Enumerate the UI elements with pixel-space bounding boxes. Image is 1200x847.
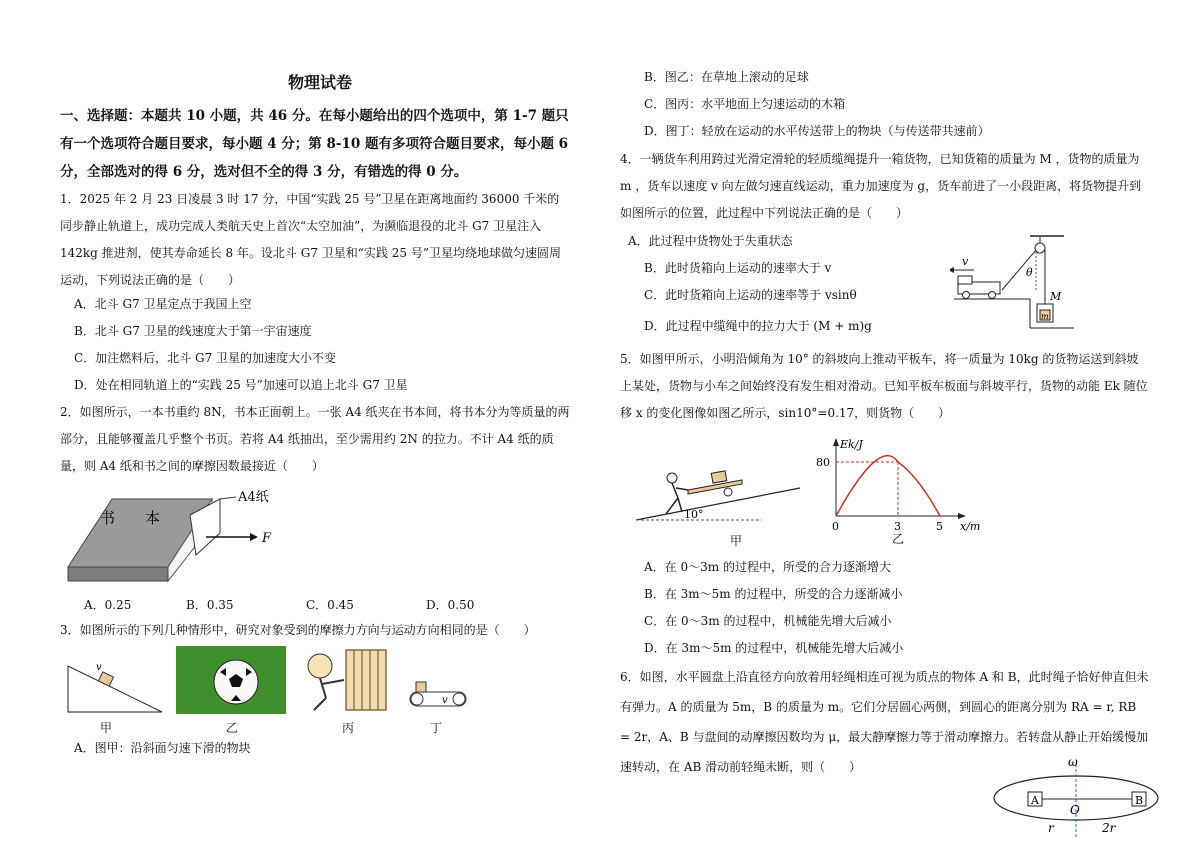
velocity-label: v [96,662,102,673]
q3-fig-conveyor [400,676,480,716]
velocity-label: v [442,695,448,706]
q3-option-a: A．图甲：沿斜面匀速下滑的物块 [74,741,251,755]
M-label: M [1050,290,1062,303]
block-icon [416,682,426,692]
q4-option-c: C．此时货箱向上运动的速率等于 vsinθ [644,288,857,302]
q3-option-d: D．图丁：轻放在运动的水平传送带上的物块（与传送带共速前） [644,124,990,138]
q6-turntable-figure [990,752,1160,842]
x-axis-label: x/m [960,520,980,533]
theta-label: θ [1026,266,1033,279]
x-tick-0: 0 [832,520,839,533]
section-1-instructions: 一、选择题：本题共 10 小题，共 46 分。在每小题给出的四个选项中，第 1-7 题只有一个选项符合题目要求，每小题 4 分；第 8-10 题有多项符合题目要求，每小题 6 分，全部选对的得 6 分，选对但不全的得 3 分，有错选的得 0 分。 [60,108,569,180]
q5-option-d: D．在 3m～5m 的过程中，机械能先增大后减小 [644,641,904,655]
x-tick-3: 3 [894,520,901,533]
q3-caption-3: 丙 [342,721,355,735]
q2-stem: 2．如图所示，一本书重约 8N，书本正面朝上。一张 A4 纸夹在书本间，将书本分为等质量的两部分，且能够覆盖几乎整个书页。若将 A4 纸抽出，至少需用约 2N 的拉力。不计 A4 纸的质量，则 A4 纸和书之间的摩擦因数最接近（ ） [60,405,570,473]
q1-option-d: D．处在相同轨道上的“实践 25 号”加速可以追上北斗 G7 卫星 [74,378,408,392]
y-axis-label: Ek/J [840,438,863,451]
omega-label: ω [1068,755,1078,769]
m-label: m [1041,312,1049,321]
person-icon [308,654,332,678]
q3-fig-incline [66,646,166,716]
q1-option-a: A．北斗 G7 卫星定点于我国上空 [74,297,252,311]
slope-line [636,488,800,520]
q3-option-c: C．图丙：水平地面上匀速运动的木箱 [644,97,846,111]
q2-book-figure [64,485,294,590]
q4-option-a: A．此过程中货物处于失重状态 [628,234,793,248]
q2-option-c: C．0.45 [306,598,354,612]
q5-ek-graph [810,436,980,536]
q3-caption-2: 乙 [226,721,239,735]
q4-pulley-figure [950,232,1080,332]
center-label: O [1070,803,1080,817]
q5-option-c: C．在 0～3m 的过程中，机械能先增大后减小 [644,614,892,628]
q3-stem: 3．如图所示的下列几种情形中，研究对象受到的摩擦力方向与运动方向相同的是（ ） [60,623,536,637]
ek-curve [836,456,940,516]
a4-label: A4纸 [238,490,269,505]
q5-option-b: B．在 3m～5m 的过程中，所受的合力逐渐减小 [644,587,903,601]
q4-stem: 4．一辆货车利用跨过光滑定滑轮的轻质缆绳提升一箱货物，已知货箱的质量为 M ，货物的质量为 m ，货车以速度 v 向左做匀速直线运动，重力加速度为 g，货车前进了一小段距离，将货物提升到如图所示的位置，此过程中下列说法正确的是（ ） [620,152,1142,220]
book-label: 书 本 [100,509,161,527]
q5-caption-2: 乙 [892,532,905,546]
q6-stem: 6．如图，水平圆盘上沿直径方向放着用轻绳相连可视为质点的物体 A 和 B，此时绳子恰好伸直但未有弹力。A 的质量为 5m，B 的质量为 m。它们分居圆心两侧，到圆心的距离分别为 RA = r, RB = 2r，A、B 与盘间的动摩擦因数均为 μ，最大静摩擦力等于滑动摩擦力。若转盘从静止开始缓慢加速转动，在 AB 滑动前轻绳未断，则（ ） [620,670,1149,774]
person-icon [667,473,677,483]
pulley-icon [1035,243,1045,253]
x-tick-5: 5 [936,520,943,533]
y-tick-80: 80 [816,456,830,469]
block-b-label: B [1135,794,1144,807]
q5-option-a: A．在 0～3m 的过程中，所受的合力逐渐增大 [644,560,891,574]
q2-option-d: D．0.50 [426,598,475,612]
v-label: v [962,255,969,268]
q1-stem: 1．2025 年 2 月 23 日凌晨 3 时 17 分，中国“实践 25 号”卫星在距离地面约 36000 千米的同步静止轨道上，成功完成人类航天史上首次“太空加油”，为濒临退役的北斗 G7 卫星注入 142kg 推进剂，使其寿命延长 8 年。设北斗 G7 卫星和“实践 25 号”卫星均绕地球做匀速圆周运动，下列说法正确的是（ ） [60,192,561,287]
q1-option-b: B．北斗 G7 卫星的线速度大于第一宇宙速度 [74,324,312,338]
q3-caption-1: 甲 [100,721,113,735]
book-spine [68,567,168,581]
q2-option-b: B．0.35 [186,598,234,612]
2r-label: 2r [1102,821,1116,835]
q5-caption-1: 甲 [730,534,743,548]
force-label: F [262,531,272,546]
q3-option-b: B．图乙：在草地上滚动的足球 [644,70,809,84]
q3-fig-box-push [296,646,396,714]
paper-title: 物理试卷 [287,73,352,92]
angle-label: 10° [684,508,704,521]
q4-option-b: B．此时货箱向上运动的速率大于 v [644,261,832,275]
q2-option-a: A．0.25 [84,598,132,612]
a4-leader-line [220,497,236,499]
wooden-box-icon [346,650,386,710]
q3-fig-football [176,646,286,714]
q3-caption-4: 丁 [430,721,443,735]
q4-option-d: D．此过程中缆绳中的拉力大于 (M + m)g [644,319,872,333]
q5-incline-figure [632,460,807,532]
q1-option-c: C．加注燃料后，北斗 G7 卫星的加速度大小不变 [74,351,337,365]
force-arrow-head [250,533,258,541]
cargo-icon [711,471,727,483]
block-a-label: A [1031,794,1039,807]
q5-stem: 5．如图甲所示，小明沿倾角为 10° 的斜坡向上推动平板车，将一质量为 10kg 的货物运送到斜坡上某处，货物与小车之间始终没有发生相对滑动。已知平板车板面与斜坡平行，货物的动能 Ek 随位移 x 的变化图像如图乙所示，sin10°=0.17，则货物（ ） [620,352,1148,420]
r-label: r [1048,821,1054,835]
